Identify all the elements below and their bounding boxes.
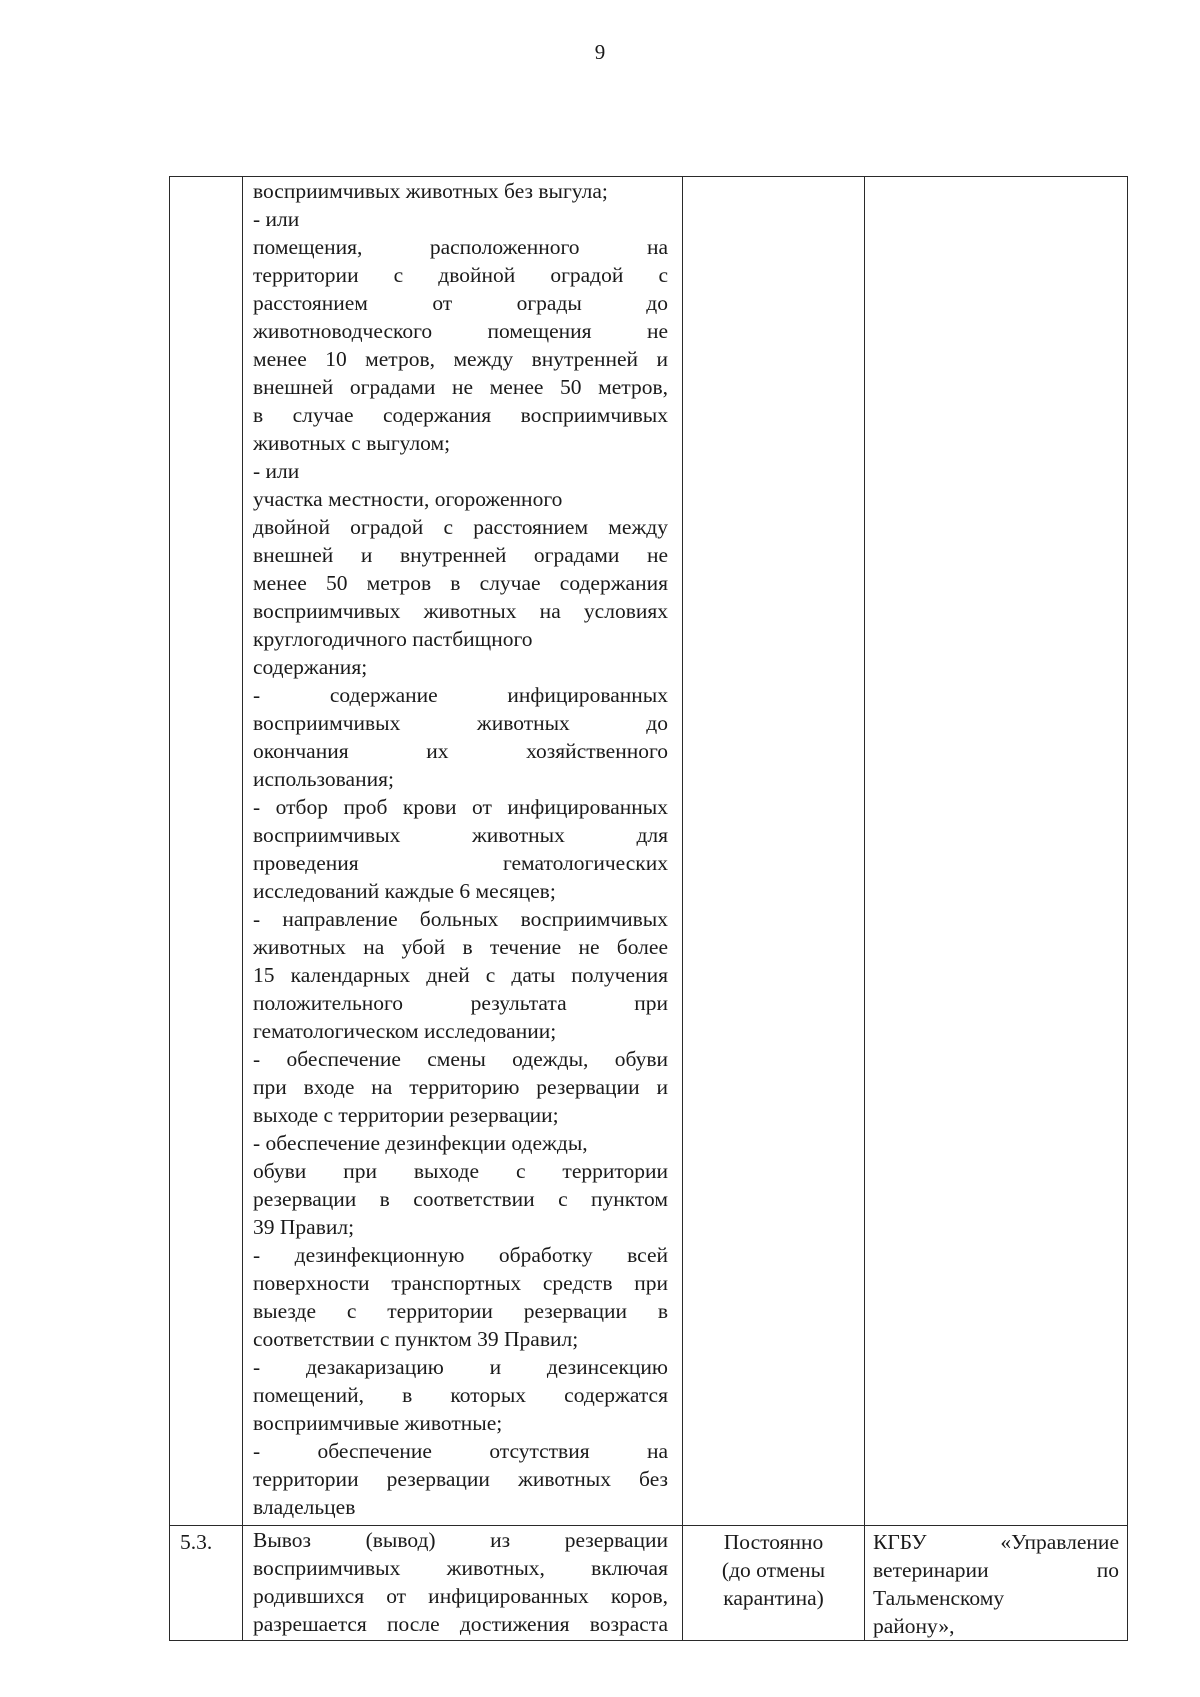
measure-line: внешней оградами не менее 50 метров, <box>253 375 668 399</box>
measure-line: - отбор проб крови от инфицированных <box>253 795 668 819</box>
row-number <box>170 177 242 179</box>
measure-line: территории резервации животных без <box>253 1467 668 1491</box>
term-cell <box>683 177 865 1526</box>
measure-line: менее 10 метров, между внутренней и <box>253 347 668 371</box>
responsible-line: району», <box>873 1614 955 1638</box>
measure-line: исследований каждые 6 месяцев; <box>253 879 556 903</box>
measure-line: при входе на территорию резервации и <box>253 1075 668 1099</box>
measure-line: положительного результата при <box>253 991 668 1015</box>
measure-line: менее 50 метров в случае содержания <box>253 571 668 595</box>
table-row <box>170 177 1128 1526</box>
measure-line: владельцев <box>253 1495 356 1519</box>
measure-line: Вывоз (вывод) из резервации <box>253 1528 668 1552</box>
measure-line: восприимчивых животных для <box>253 823 668 847</box>
responsible-cell <box>865 177 1128 1526</box>
responsible-text <box>865 177 1127 179</box>
measure-line: - содержание инфицированных <box>253 683 668 707</box>
responsible-line: Тальменскому <box>873 1586 1005 1610</box>
measures-table <box>169 176 1128 1641</box>
measure-line: содержания; <box>253 655 368 679</box>
measure-line: выходе с территории резервации; <box>253 1103 559 1127</box>
measure-line: круглогодичного пастбищного <box>253 627 533 651</box>
row-number-cell <box>170 177 243 1526</box>
measure-line: животных на убой в течение не более <box>253 935 668 959</box>
page-number: 9 <box>594 40 606 64</box>
measure-line: помещений, в которых содержатся <box>253 1383 668 1407</box>
measure-line: животных с выгулом; <box>253 431 451 455</box>
responsible-line: КГБУ «Управление <box>873 1530 1119 1554</box>
measure-line: - дезинфекционную обработку всей <box>253 1243 668 1267</box>
measure-line: окончания их хозяйственного <box>253 739 668 763</box>
measure-line: восприимчивых животных до <box>253 711 668 735</box>
measure-line: 39 Правил; <box>253 1215 355 1239</box>
measure-line: расстоянием от ограды до <box>253 291 668 315</box>
term-text <box>683 177 864 179</box>
measure-line: - обеспечение отсутствия на <box>253 1439 668 1463</box>
measure-line: использования; <box>253 767 394 791</box>
responsible-cell <box>865 1526 1128 1641</box>
measure-line: выезде с территории резервации в <box>253 1299 668 1323</box>
measure-text <box>243 177 682 1521</box>
term-line: (до отмены <box>721 1558 826 1582</box>
measure-line: двойной оградой с расстоянием между <box>253 515 668 539</box>
measure-line: в случае содержания восприимчивых <box>253 403 668 427</box>
measure-cell <box>243 177 683 1526</box>
measure-line: родившихся от инфицированных коров, <box>253 1584 668 1608</box>
term-cell <box>683 1526 865 1641</box>
measure-text <box>243 1526 682 1638</box>
measure-line: резервации в соответствии с пунктом <box>253 1187 668 1211</box>
term-line: Постоянно <box>723 1530 824 1554</box>
measure-line: внешней и внутренней оградами не <box>253 543 668 567</box>
measure-line: проведения гематологических <box>253 851 668 875</box>
measure-line: обуви при выходе с территории <box>253 1159 668 1183</box>
measure-line: поверхности транспортных средств при <box>253 1271 668 1295</box>
measure-line: соответствии с пунктом 39 Правил; <box>253 1327 579 1351</box>
table-row <box>170 1526 1128 1641</box>
measure-line: территории с двойной оградой с <box>253 263 668 287</box>
term-line: карантина) <box>723 1586 824 1610</box>
measure-line: 15 календарных дней с даты получения <box>253 963 668 987</box>
measure-line: восприимчивых животных без выгула; <box>253 179 608 203</box>
responsible-line: ветеринарии по <box>873 1558 1119 1582</box>
measure-line: восприимчивых животных на условиях <box>253 599 668 623</box>
measure-line: животноводческого помещения не <box>253 319 668 343</box>
row-number-cell <box>170 1526 243 1641</box>
responsible-text <box>865 1526 1127 1640</box>
row-number: 5.3. <box>180 1530 213 1554</box>
measure-line: - или <box>253 207 300 231</box>
measure-cell <box>243 1526 683 1641</box>
measure-line: разрешается после достижения возраста <box>253 1612 668 1636</box>
measure-line: - обеспечение смены одежды, обуви <box>253 1047 668 1071</box>
measure-line: - или <box>253 459 300 483</box>
measure-line: восприимчивых животных, включая <box>253 1556 668 1580</box>
measure-line: гематологическом исследовании; <box>253 1019 557 1043</box>
measure-line: восприимчивые животные; <box>253 1411 503 1435</box>
measure-line: участка местности, огороженного <box>253 487 563 511</box>
measure-line: - дезакаризацию и дезинсекцию <box>253 1355 668 1379</box>
measure-line: - направление больных восприимчивых <box>253 907 668 931</box>
term-text <box>683 1526 864 1612</box>
measure-line: помещения, расположенного на <box>253 235 668 259</box>
measure-line: - обеспечение дезинфекции одежды, <box>253 1131 588 1155</box>
